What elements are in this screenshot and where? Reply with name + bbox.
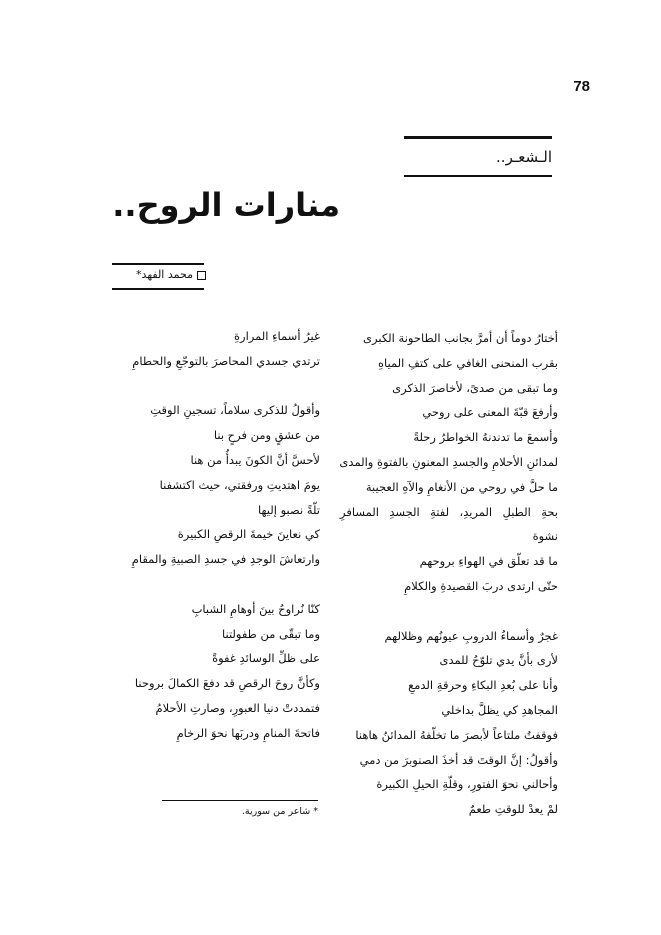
verse-line: وما تبقّى من طفولتنا (221, 626, 320, 641)
stanza-break (110, 572, 320, 597)
verse-line: كنّا نُراوحُ بينَ أوهامِ الشبابِ (191, 601, 320, 616)
verse-line: المجاهدِ كي يظلَّ بداخلي (441, 702, 558, 717)
poem-column-left (110, 324, 320, 746)
poem-title: منارات الروح.. (112, 186, 340, 224)
verse-line: على ظلِّ الوسائدِ غفوةً (212, 651, 320, 666)
verse-line: وأحالني نحوَ الفتورِ، وقلّةِ الحيلِ الكبيرة (376, 777, 558, 792)
verse-line: وأسمعَ ما تدندنهُ الخواطرُ رحلةً (413, 430, 558, 445)
verse-line: وما تبقى من صدىً، لأخاصرَ الذكرى (392, 380, 558, 395)
footnote-rule (162, 800, 318, 801)
verse-line: ترتدي جسدي المحاصرَ بالتوجّعِ والحطامِ (132, 353, 320, 368)
verse-line: لأرى بأنَّ يدي تلوّحُ للمدى (439, 653, 558, 668)
verse-line: ما قد تعلّق في الهواءِ بروحهم (419, 554, 558, 569)
verse-line: وأقولُ: إنَّ الوقتَ قد أخذَ الصنوبرَ من دمي (359, 752, 558, 767)
verse-line: غجرٌ وأسماءُ الدروبِ عيونُهم وظلالهم (384, 628, 558, 643)
page-number: 78 (573, 78, 590, 95)
verse-line: ما حلَّ في روحي من الأنغامِ والآهِ العجيبة (365, 479, 558, 494)
verse-line: لأحسَّ أنَّ الكونَ يبدأُ من هنا (190, 452, 320, 467)
author-rule-bottom (112, 288, 204, 290)
verse-line: وكأنَّ روحَ الرقصِ قد دفعَ الكمالَ بروحنا (134, 676, 320, 691)
square-bullet-icon (197, 271, 206, 280)
section-rule-bottom (404, 175, 552, 177)
footnote: * شاعر من سورية. (241, 806, 318, 817)
stanza-break (340, 599, 558, 624)
poem-column-right (340, 326, 558, 822)
verse-line: وأرفعَ قبّةَ المعنى على روحي (422, 405, 558, 420)
stanza-break (110, 374, 320, 399)
section-label: الـشعـر.. (496, 148, 552, 166)
verse-line: وأنا على بُعدِ البكاءِ وحرقةِ الدمعِ (408, 678, 558, 693)
verse-line: من عشقٍ ومن فرحٍ بنا (213, 428, 320, 443)
verse-line: نشوة (532, 529, 558, 544)
verse-line: بحةِ الطبلِ المريدِ، لفتةِ الجسدِ المسافرِ (340, 504, 558, 519)
author-name: محمد الفهد* (136, 268, 193, 281)
author-rule-top (112, 263, 204, 265)
verse-line: كي نعاينَ خيمةَ الرقصِ الكبيرة (177, 527, 320, 542)
verse-line: تلّةً نصبو إليها (257, 502, 320, 517)
verse-line: حتّى ارتدى دربَ القصيدةِ والكلامِ (404, 578, 558, 593)
verse-line: وأقولُ للذكرى سلاماً، تسجينِ الوقتِ (150, 403, 320, 418)
verse-line: فوقفتُ ملتاعاً لأبصرَ ما تخلّفهُ المدائنُ هاهنا (355, 727, 558, 742)
verse-line: أختارُ دوماً أن أمرَّ بجانب الطاحونة الكبرى (363, 331, 558, 345)
verse-line: لمدائنِ الأحلامِ والجسدِ المعنونِ بالفتوةِ والمدى (339, 454, 558, 469)
verse-line: غيرُ أسماءِ المرارةِ (234, 329, 320, 343)
verse-line: وارتعاشَ الوجدِ في جسدِ الصبيةِ والمقامِ (131, 552, 320, 567)
verse-line: فاتحةَ المنامِ ودربَها نحوَ الرخامِ (176, 725, 320, 740)
verse-line: فتمددتْ دنيا العبورِ، وصارتِ الأحلامُ (155, 700, 320, 715)
author-line (60, 268, 206, 281)
verse-line: لمْ يعدْ للوقتِ طعمٌ (468, 802, 558, 817)
verse-line: بقرب المنحنى الغافي على كتفِ المياهِ (377, 355, 558, 370)
verse-line: يومَ اهتديتِ ورفقتي، حيث اكتشفنا (159, 477, 320, 492)
section-rule-top (404, 136, 552, 139)
